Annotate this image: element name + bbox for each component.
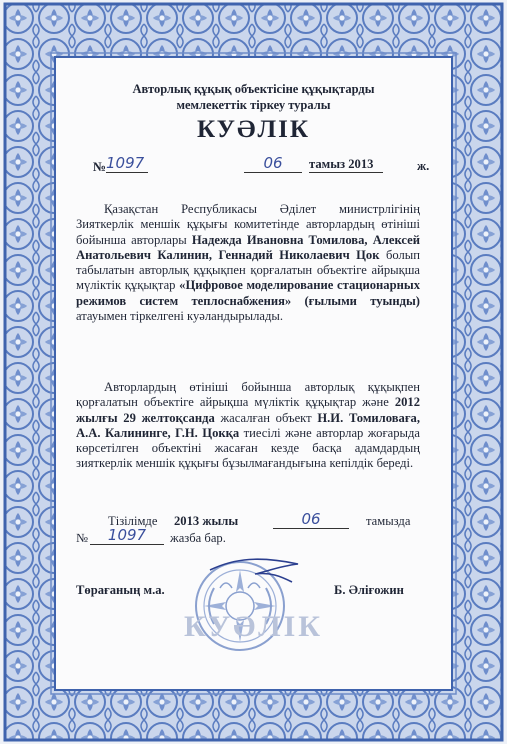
p1-text-2: болып табылатын авторлық құқықпен қорғалатын объектіге айрықша мүліктік құқықтар (76, 247, 420, 293)
p2-date: 2012 жылғы 29 желтоқсанда (76, 395, 420, 425)
paragraph-2 (76, 380, 420, 472)
registry-suffix: жазба бар. (170, 531, 226, 545)
day-underline (244, 154, 302, 173)
issue-day: 06 (263, 154, 283, 172)
certificate-title: КУӘЛІК (197, 116, 310, 143)
registry-year: 2013 жылы (174, 514, 239, 528)
year-suffix: ж. (417, 159, 430, 173)
header-line-1: Авторлық құқық объектісіне құқықтарды (132, 82, 375, 96)
paragraph-1 (76, 202, 420, 324)
issue-month-year: тамыз 2013 (309, 157, 383, 173)
p2-text-1: Авторлардың өтініші бойынша авторлық құқықпен қорғалатын объектіге айрықша мүліктік құқықтар және (76, 380, 420, 410)
certificate-number-underline (106, 154, 148, 173)
registry-number-underline (90, 526, 164, 545)
left-signature-label: Төрағаның м.а. (76, 583, 165, 597)
p1-text-3: атауымен тіркелгені куәландырылады. (76, 309, 283, 324)
registry-month: тамызда (366, 514, 411, 528)
number-label: № (93, 159, 107, 174)
p2-text-3: тиесілі және авторлар жоғарыда көрсетілген объектіні жасаған кезде басқа адамдардың зияткерлік меншік құқығы бұзылмағандығына кепілдік береді. (76, 425, 420, 471)
p1-work-title: «Цифровое моделирование стационарных режимов систем теплоснабжения» (ғылыми туынды) (76, 278, 420, 308)
registry-prefix: Тізілімде (108, 514, 158, 528)
right-signatory-name: Б. Әліғожин (334, 583, 404, 597)
p1-text-1: Қазақстан Республикасы Әділет министрлігінің Зияткерлік меншік құқығы комитетінде авторлардың өтініші бойынша авторлары (76, 202, 420, 247)
header-line-2: мемлекеттік тіркеу туралы (176, 98, 331, 112)
registry-no-label: № (76, 531, 89, 545)
watermark-title: КУӘЛІК (183, 610, 324, 643)
registry-day-underline (273, 510, 349, 529)
p2-authors: Н.И. Томиловаға, А.А. Калининге, Г.Н. Цокқа (76, 410, 420, 440)
p2-text-2: жасалған объект (214, 410, 318, 425)
registry-day: 06 (301, 510, 321, 528)
certificate-number: 1097 (106, 154, 145, 172)
p1-authors: Надежда Ивановна Томилова, Алексей Анатольевич Калинин, Геннадий Николаевич Цок (76, 232, 420, 262)
registry-number: 1097 (107, 526, 147, 544)
